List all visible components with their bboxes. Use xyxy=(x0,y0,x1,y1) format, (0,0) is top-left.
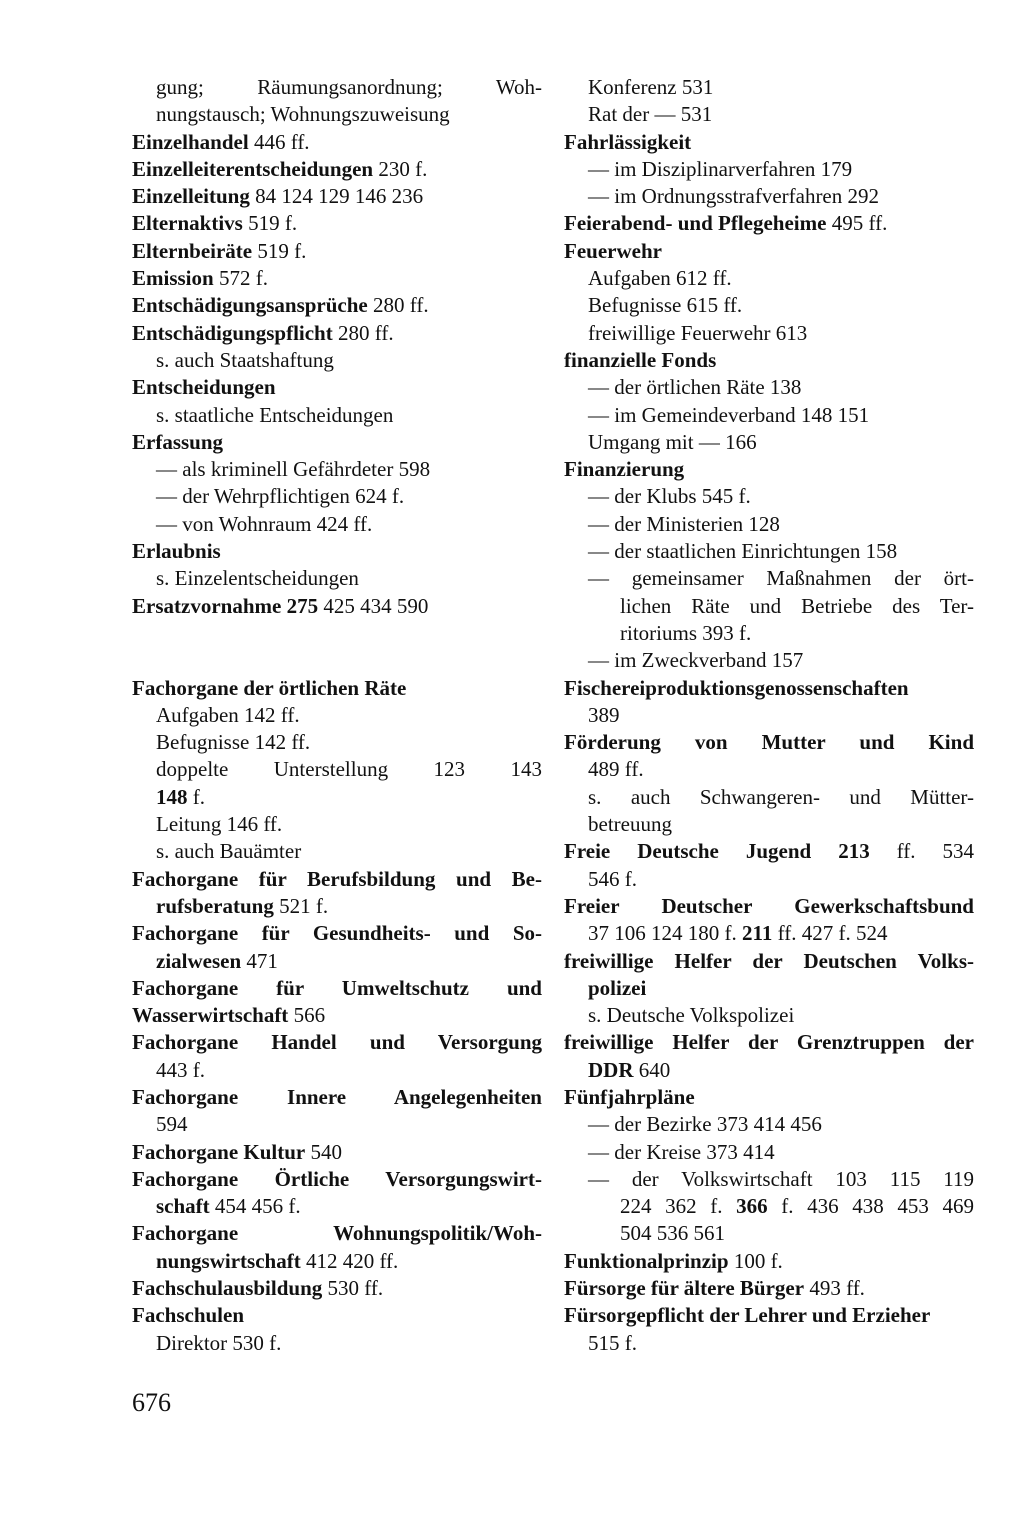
entry-text: — der Volkswirtschaft 103 115 119 xyxy=(588,1166,974,1191)
entry-text: Aufgaben 612 ff. xyxy=(588,266,732,291)
index-entry xyxy=(564,729,974,756)
entry-text: ritoriums 393 f. xyxy=(620,620,752,645)
entry-text: — gemeinsamer Maßnahmen der ört- xyxy=(588,566,974,591)
index-entry xyxy=(564,238,974,265)
entry-text: — im Ordnungsstrafverfahren 292 xyxy=(588,184,880,209)
entry-text: Leitung 146 ff. xyxy=(156,812,283,837)
entry-text: 454 456 f. xyxy=(209,1194,301,1219)
entry-text: freiwillige Feuerwehr 613 xyxy=(588,320,808,345)
entry-term: 213 xyxy=(838,839,870,864)
index-entry xyxy=(132,320,542,347)
entry-text: Konferenz 531 xyxy=(588,75,714,99)
index-subentry xyxy=(564,511,974,538)
entry-term: Fürsorge für ältere Bürger xyxy=(564,1276,805,1301)
entry-term: Einzelleiterentscheidungen xyxy=(132,156,374,181)
entry-term: Freier Deutscher Gewerkschaftsbund xyxy=(564,893,974,918)
index-entry xyxy=(564,893,974,920)
entry-text: — der staatlichen Einrichtungen 158 xyxy=(588,539,898,564)
index-entry xyxy=(132,1220,542,1247)
entry-term: Fachorgane für Berufsbildung und Be- xyxy=(132,866,542,891)
index-subentry xyxy=(564,756,974,783)
index-subentry xyxy=(132,1057,542,1084)
entry-text: 280 ff. xyxy=(367,293,429,318)
index-entry xyxy=(564,456,974,483)
index-subentry xyxy=(564,593,974,620)
entry-term: Fischereiproduktionsgenossenschaften xyxy=(564,675,909,700)
entry-text: f. 436 438 453 469 xyxy=(767,1194,974,1219)
entry-term: Elternaktivs xyxy=(132,211,243,236)
entry-term: 275 xyxy=(286,593,319,618)
entry-text: 224 362 f. xyxy=(620,1194,737,1219)
entry-term: Feierabend- und Pflegeheime xyxy=(564,211,827,236)
index-subentry xyxy=(564,920,974,947)
index-entry xyxy=(132,129,542,156)
index-subentry xyxy=(564,374,974,401)
entry-term: Erlaubnis xyxy=(132,539,221,564)
entry-term: zialwesen xyxy=(156,948,242,973)
entry-text: — im Zweckverband 157 xyxy=(588,648,804,673)
entry-text: 425 434 590 xyxy=(318,593,429,618)
index-entry xyxy=(132,1139,542,1166)
entry-text: 84 124 129 146 236 xyxy=(249,184,424,209)
index-subentry xyxy=(132,756,542,783)
index-subentry xyxy=(564,647,974,674)
index-subentry xyxy=(132,1248,542,1275)
index-entry xyxy=(564,210,974,237)
entry-term: Förderung von Mutter und Kind xyxy=(564,730,974,755)
entry-term: Wasserwirtschaft xyxy=(132,1003,289,1028)
entry-text: 493 ff. xyxy=(804,1276,865,1301)
index-entry xyxy=(132,866,542,893)
index-subentry xyxy=(564,183,974,210)
entry-text: 412 420 ff. xyxy=(300,1248,399,1273)
entry-text: 100 f. xyxy=(728,1248,783,1273)
index-entry xyxy=(132,183,542,210)
entry-text: 521 f. xyxy=(273,893,329,918)
entry-text xyxy=(811,839,838,863)
entry-text: f. xyxy=(187,784,205,809)
index-subentry xyxy=(564,866,974,893)
entry-text: lichen Räte und Betriebe des Ter- xyxy=(620,593,974,618)
entry-term: Entscheidungen xyxy=(132,375,276,400)
entry-text: s. auch Schwangeren- und Mütter- xyxy=(588,784,974,809)
entry-text: 530 ff. xyxy=(322,1276,384,1301)
entry-text: Befugnisse 142 ff. xyxy=(156,730,311,755)
index-subentry xyxy=(132,456,542,483)
entry-term: 211 xyxy=(742,921,773,946)
entry-term: polizei xyxy=(588,975,647,1000)
section-gap xyxy=(132,620,542,675)
index-subentry xyxy=(564,292,974,319)
entry-term: Fachorgane Innere Angelegenheiten xyxy=(132,1084,542,1109)
index-entry xyxy=(132,1302,542,1329)
index-entry xyxy=(132,374,542,401)
index-subentry xyxy=(564,265,974,292)
index-subentry xyxy=(564,1166,974,1193)
entry-term: Fachorgane für Gesundheits- und So- xyxy=(132,921,542,946)
index-subentry xyxy=(132,1330,542,1357)
entry-term: Finanzierung xyxy=(564,457,685,482)
index-entry xyxy=(132,1275,542,1302)
entry-term: nungswirtschaft xyxy=(156,1248,301,1273)
index-entry xyxy=(132,156,542,183)
entry-term: Entschädigungsansprüche xyxy=(132,293,368,318)
index-entry xyxy=(132,593,542,620)
entry-term: Emission xyxy=(132,266,214,291)
index-column-left xyxy=(132,74,542,1357)
entry-term: Fachorgane der örtlichen Räte xyxy=(132,675,407,700)
index-entry xyxy=(132,292,542,319)
index-entry xyxy=(132,975,542,1002)
entry-term: Fachorgane Örtliche Versorgungswirt- xyxy=(132,1166,542,1191)
entry-text: 280 ff. xyxy=(332,320,394,345)
index-subentry xyxy=(564,402,974,429)
index-subentry xyxy=(564,156,974,183)
index-entry xyxy=(564,347,974,374)
entry-term: Einzelhandel xyxy=(132,129,249,154)
entry-text: 519 f. xyxy=(242,211,298,236)
entry-term: Funktionalprinzip xyxy=(564,1248,729,1273)
entry-term: Entschädigungspflicht xyxy=(132,320,333,345)
entry-term: Fünfjahrpläne xyxy=(564,1084,695,1109)
index-subentry xyxy=(564,1220,974,1247)
entry-term: 148 xyxy=(156,784,188,809)
entry-term: freiwillige Helfer der Grenztruppen der xyxy=(564,1030,974,1055)
entry-text: — der Klubs 545 f. xyxy=(588,484,751,509)
entry-text: 489 ff. xyxy=(588,757,644,782)
entry-term: 366 xyxy=(736,1194,768,1219)
index-subentry xyxy=(564,101,974,128)
index-subentry xyxy=(132,1111,542,1138)
index-subentry xyxy=(564,74,974,101)
index-subentry xyxy=(132,948,542,975)
entry-term: DDR xyxy=(588,1057,634,1082)
entry-text: nungstausch; Wohnungszuweisung xyxy=(156,102,450,127)
entry-text: Befugnisse 615 ff. xyxy=(588,293,743,318)
index-subentry xyxy=(132,729,542,756)
index-entry xyxy=(564,838,974,865)
index-subentry xyxy=(564,320,974,347)
entry-term: Einzelleitung xyxy=(132,184,250,209)
entry-text: ff. 427 f. 524 xyxy=(772,921,888,946)
index-entry xyxy=(132,538,542,565)
index-entry xyxy=(132,429,542,456)
index-subentry xyxy=(132,838,542,865)
index-entry xyxy=(132,1084,542,1111)
index-entry xyxy=(132,1029,542,1056)
entry-text: 230 f. xyxy=(373,156,428,181)
index-entry xyxy=(132,675,542,702)
index-subentry xyxy=(132,402,542,429)
entry-text: doppelte Unterstellung 123 143 xyxy=(156,757,542,782)
index-subentry xyxy=(132,811,542,838)
entry-term: Freie Deutsche Jugend xyxy=(564,839,812,864)
index-entry xyxy=(132,238,542,265)
entry-term: freiwillige Helfer der Deutschen Volks- xyxy=(564,948,974,973)
entry-text: s. auch Bauämter xyxy=(156,839,302,864)
index-subentry xyxy=(132,74,542,101)
entry-text: Direktor 530 f. xyxy=(156,1330,282,1355)
entry-text: — als kriminell Gefährdeter 598 xyxy=(156,457,431,482)
index-entry xyxy=(564,1275,974,1302)
entry-text: 519 f. xyxy=(252,238,307,263)
index-entry xyxy=(132,1166,542,1193)
entry-text: — der Bezirke 373 414 456 xyxy=(588,1112,822,1137)
index-subentry xyxy=(564,1139,974,1166)
entry-term: schaft xyxy=(156,1194,210,1219)
index-subentry xyxy=(564,620,974,647)
index-subentry xyxy=(564,1111,974,1138)
entry-text: 515 f. xyxy=(588,1330,637,1355)
entry-term: Ersatzvornahme xyxy=(132,593,282,618)
entry-text: Rat der — 531 xyxy=(588,102,713,127)
entry-term: rufsberatung xyxy=(156,893,274,918)
entry-text: s. auch Staatshaftung xyxy=(156,347,334,372)
entry-term: Fürsorgepflicht der Lehrer und Erzieher xyxy=(564,1303,931,1328)
entry-text: 566 xyxy=(288,1003,326,1028)
index-entry xyxy=(132,265,542,292)
page-number: 676 xyxy=(132,1388,171,1417)
entry-text: gung; Räumungsanordnung; Woh- xyxy=(156,75,542,99)
index-entry xyxy=(564,129,974,156)
entry-text: 443 f. xyxy=(156,1057,205,1082)
entry-text: — der örtlichen Räte 138 xyxy=(588,375,802,400)
index-subentry xyxy=(564,975,974,1002)
index-subentry xyxy=(564,1057,974,1084)
entry-text: 546 f. xyxy=(588,866,637,891)
entry-text: 446 ff. xyxy=(248,129,310,154)
entry-text: — im Gemeindeverband 148 151 xyxy=(588,402,870,427)
entry-text: ff. 534 xyxy=(869,839,975,864)
entry-text: — der Kreise 373 414 xyxy=(588,1139,775,1164)
entry-text: 640 xyxy=(633,1057,671,1082)
index-subentry xyxy=(564,811,974,838)
entry-text: 495 ff. xyxy=(826,211,888,236)
index-subentry xyxy=(132,483,542,510)
index-entry xyxy=(564,1084,974,1111)
entry-text: 389 xyxy=(588,702,620,727)
entry-text: 504 536 561 xyxy=(620,1221,725,1246)
entry-term: Fachorgane Kultur xyxy=(132,1139,306,1164)
entry-term: Fahrlässigkeit xyxy=(564,129,692,154)
index-entry xyxy=(132,920,542,947)
index-entry xyxy=(564,948,974,975)
index-subentry xyxy=(132,784,542,811)
entry-text: Aufgaben 142 ff. xyxy=(156,702,300,727)
entry-term: Erfassung xyxy=(132,429,224,454)
entry-term: Fachorgane für Umweltschutz und xyxy=(132,975,542,1000)
entry-text: s. Einzelentscheidungen xyxy=(156,566,359,591)
index-entry xyxy=(132,1002,542,1029)
index-subentry xyxy=(132,702,542,729)
entry-text: — der Ministerien 128 xyxy=(588,511,780,536)
entry-text: 471 xyxy=(241,948,278,973)
index-subentry xyxy=(564,538,974,565)
index-entry xyxy=(564,1248,974,1275)
entry-text: betreuung xyxy=(588,812,672,837)
index-subentry xyxy=(564,565,974,592)
entry-term: Fachorgane Handel und Versorgung xyxy=(132,1030,542,1055)
index-subentry xyxy=(132,893,542,920)
entry-term: Elternbeiräte xyxy=(132,238,253,263)
entry-text: s. staatliche Entscheidungen xyxy=(156,402,394,427)
entry-text: Umgang mit — 166 xyxy=(588,429,757,454)
index-subentry xyxy=(132,1193,542,1220)
index-entry xyxy=(564,675,974,702)
entry-text: 540 xyxy=(305,1139,342,1164)
entry-term: Feuerwehr xyxy=(564,238,662,263)
entry-text: — der Wehrpflichtigen 624 f. xyxy=(156,484,405,509)
index-entry xyxy=(564,1029,974,1056)
index-subentry xyxy=(564,429,974,456)
entry-term: finanzielle Fonds xyxy=(564,347,717,372)
entry-term: Fachorgane Wohnungspolitik/Woh- xyxy=(132,1221,542,1246)
index-subentry xyxy=(132,347,542,374)
index-subentry xyxy=(564,1330,974,1357)
index-subentry xyxy=(564,483,974,510)
index-subentry xyxy=(564,702,974,729)
index-subentry xyxy=(564,784,974,811)
entry-term: Fachschulausbildung xyxy=(132,1276,323,1301)
entry-text: 37 106 124 180 f. xyxy=(588,921,742,946)
index-subentry xyxy=(564,1193,974,1220)
index-column-right xyxy=(564,74,974,1357)
index-subentry xyxy=(132,565,542,592)
index-entry xyxy=(132,210,542,237)
entry-text: — im Disziplinarverfahren 179 xyxy=(588,156,853,181)
entry-text: — von Wohnraum 424 ff. xyxy=(156,511,373,536)
entry-text: 594 xyxy=(156,1112,188,1137)
entry-term: Fachschulen xyxy=(132,1303,245,1328)
index-entry xyxy=(564,1302,974,1329)
index-subentry xyxy=(564,1002,974,1029)
index-subentry xyxy=(132,511,542,538)
entry-text: 572 f. xyxy=(213,266,268,291)
index-subentry xyxy=(132,101,542,128)
entry-text: s. Deutsche Volkspolizei xyxy=(588,1003,795,1028)
